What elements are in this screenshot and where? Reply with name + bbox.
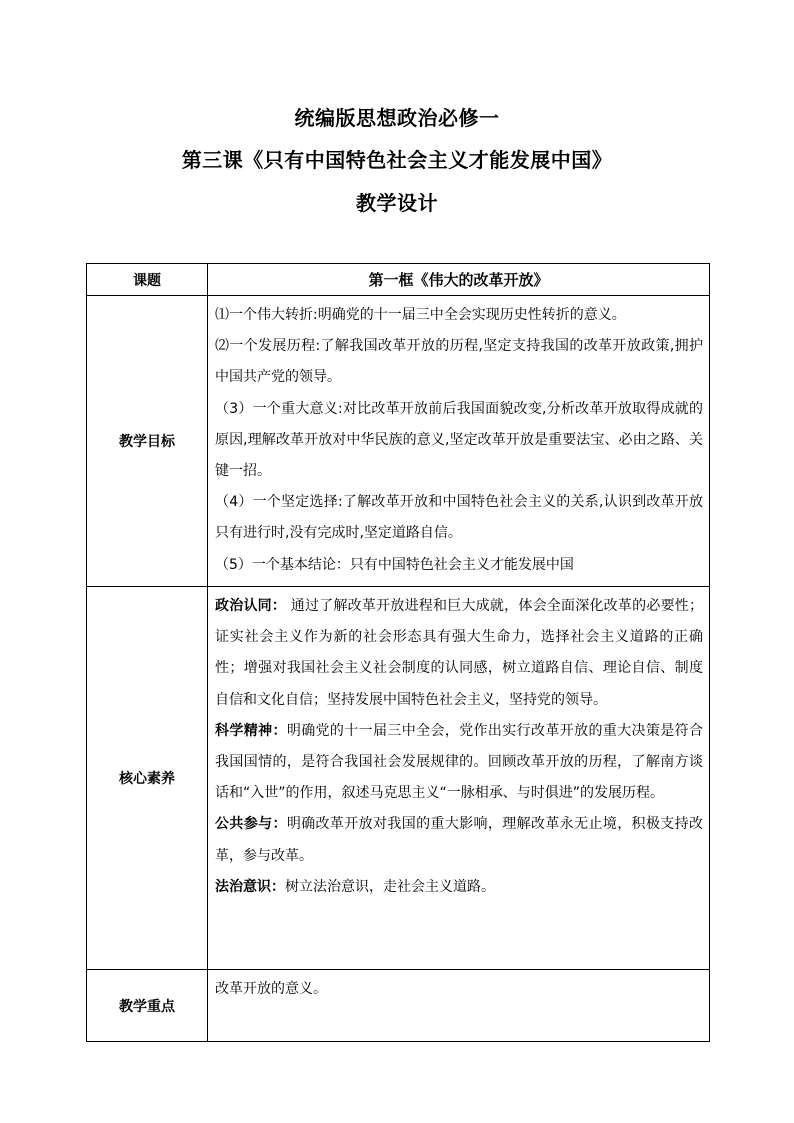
table-row-goals <box>87 296 710 587</box>
goal-item-2: ⑵一个发展历程:了解我国改革开放的历程,坚定支持我国的改革开放政策,拥护中国共产党的领导。 <box>215 338 703 386</box>
core-item-4-text: 树立法治意识，走社会主义道路。 <box>285 878 495 895</box>
topic-value: 第一框《伟大的改革开放》 <box>208 264 710 296</box>
core-item-4-head: 法治意识： <box>215 878 285 895</box>
doc-title-line1: 统编版思想政治必修一 <box>294 106 500 130</box>
core-label: 核心素养 <box>87 587 208 970</box>
key-text: 改革开放的意义。 <box>215 981 327 997</box>
core-item-4 <box>215 872 703 903</box>
topic-label: 课题 <box>87 264 208 296</box>
core-item-3 <box>215 809 703 871</box>
core-item-2-text: 明确党的十一届三中全会，党作出实行改革开放的重大决策是符合我国国情的，是符合我国社会发展规律的。回顾改革开放的历程，了解南方谈话和“入世”的作用，叙述马克思主义“一脉相承、与时俱进”的发展历程。 <box>215 722 704 802</box>
core-item-3-text: 明确改革开放对我国的重大影响，理解改革永无止境，积极支持改革，参与改革。 <box>215 816 704 864</box>
table-row-key <box>87 970 710 1042</box>
core-item-3-head: 公共参与： <box>215 816 287 833</box>
doc-title-line2: 第三课《只有中国特色社会主义才能发展中国》 <box>181 148 613 172</box>
core-content <box>208 587 710 970</box>
goals-content <box>208 296 710 587</box>
key-label: 教学重点 <box>87 970 208 1042</box>
table-header-row <box>87 264 710 296</box>
goal-item-1: ⑴一个伟大转折:明确党的十一届三中全会实现历史性转折的意义。 <box>215 307 626 323</box>
goal-item-3: （3）一个重大意义:对比改革开放前后我国面貌改变,分析改革开放取得成就的原因,理解改革开放对中华民族的意义,坚定改革开放是重要法宝、必由之路、关键一招。 <box>215 400 703 480</box>
core-item-2 <box>215 716 703 810</box>
goals-label: 教学目标 <box>87 296 208 587</box>
goal-item-5: （5）一个基本结论：只有中国特色社会主义才能发展中国 <box>215 556 574 573</box>
core-item-2-head: 科学精神： <box>215 722 287 739</box>
doc-title-line3: 教学设计 <box>356 191 438 215</box>
lesson-plan-table <box>86 263 710 1042</box>
key-content <box>208 970 710 1042</box>
core-item-1-head: 政治认同： <box>215 598 287 614</box>
core-item-1 <box>215 591 703 716</box>
core-item-1-text: 通过了解改革开放进程和巨大成就，体会全面深化改革的必要性；证实社会主义作为新的社会形态具有强大生命力，选择社会主义道路的正确性；增强对我国社会主义社会制度的认同感，树立道路自信、理论自信、制度自信和文化自信；坚持发展中国特色社会主义，坚持党的领导。 <box>215 598 704 708</box>
table-row-core <box>87 587 710 970</box>
goal-item-4: （4）一个坚定选择:了解改革开放和中国特色社会主义的关系,认识到改革开放只有进行时,没有完成时,坚定道路自信。 <box>215 494 703 542</box>
